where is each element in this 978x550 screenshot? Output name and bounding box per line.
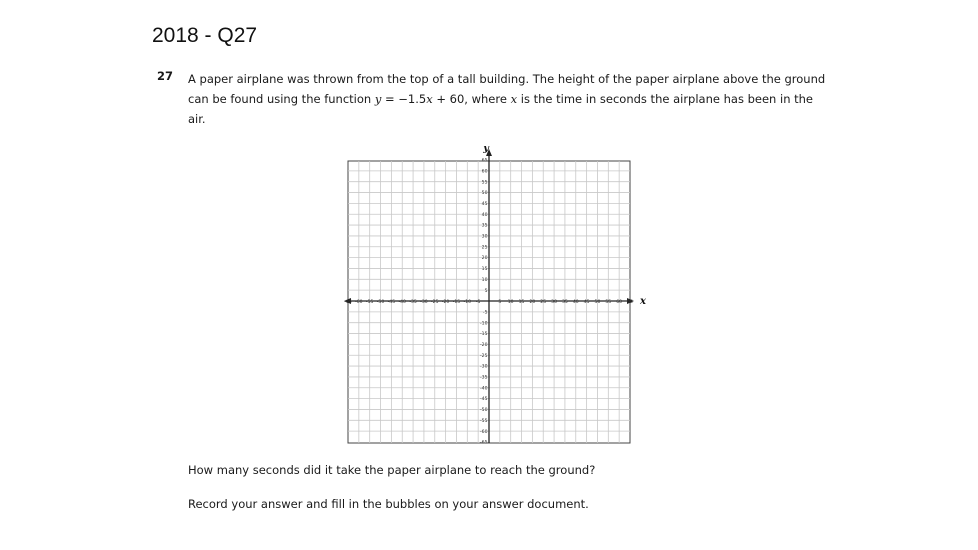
y-tick-label: -65 (479, 440, 488, 446)
y-tick-label: 65 (481, 158, 488, 164)
y-tick-label: 40 (481, 212, 488, 218)
x-tick-label: -30 (420, 300, 428, 305)
x-tick-label: 35 (561, 300, 568, 305)
y-tick-label: -5 (482, 310, 488, 316)
x-tick-label: -20 (441, 300, 450, 305)
x-variable: x (510, 92, 518, 106)
x-tick-label: 45 (583, 300, 590, 305)
y-tick-label: 30 (481, 234, 488, 240)
answer-instruction: Record your answer and fill in the bubbles on your answer document. (188, 497, 589, 511)
x-tick-label: -65 (344, 300, 352, 305)
y-tick-label: 5 (484, 288, 488, 294)
x-axis-label: x (640, 296, 646, 307)
function-eq: = −1.5 (381, 92, 427, 106)
y-tick-label: -55 (479, 418, 488, 424)
x-tick-label: 20 (529, 300, 536, 305)
y-tick-label: -60 (479, 429, 488, 435)
x-tick-label: 30 (551, 300, 558, 305)
y-tick-label: -10 (479, 321, 488, 327)
y-tick-label: 60 (481, 169, 488, 175)
x-tick-label: -55 (365, 300, 374, 305)
x-tick-label: -25 (431, 300, 439, 305)
y-tick-label: -50 (479, 408, 488, 414)
question-text-part2: is the time in seconds the airplane has been in the air. (188, 92, 814, 126)
y-tick-label: 15 (481, 267, 488, 273)
question-text-part1: A paper airplane was thrown from the top of a tall building. The height of the paper airplane above the ground can be found using the function (188, 72, 826, 106)
y-tick-label: -30 (479, 364, 488, 370)
question-prompt: How many seconds did it take the paper airplane to reach the ground? (188, 463, 596, 477)
function-rest: + 60, where (432, 92, 511, 106)
x-tick-label: -15 (452, 300, 461, 305)
y-tick-label: 45 (481, 201, 488, 207)
question-text (188, 69, 828, 129)
y-tick-label: 35 (481, 223, 488, 229)
y-tick-label: 20 (481, 256, 488, 262)
y-axis-label: y (483, 146, 489, 154)
y-tick-label: 10 (481, 277, 488, 283)
x-tick-label: -10 (463, 300, 472, 305)
x-tick-label: -35 (409, 300, 417, 305)
x-tick-label: -60 (355, 300, 363, 305)
function-y-var: y (374, 92, 382, 106)
y-tick-label: 50 (481, 191, 488, 197)
y-tick-label: -25 (479, 353, 488, 359)
function-x-var: x (426, 92, 433, 106)
x-tick-label: 65 (627, 300, 633, 305)
x-tick-label: 50 (594, 300, 601, 305)
slide-title: 2018 - Q27 (152, 24, 258, 47)
y-tick-label: -45 (479, 397, 488, 403)
y-tick-label: -20 (479, 342, 488, 348)
x-tick-label: 40 (572, 300, 579, 305)
x-tick-label: 5 (498, 300, 502, 305)
x-tick-label: -50 (376, 300, 385, 305)
x-tick-label: 15 (518, 300, 525, 305)
x-tick-label: 55 (605, 300, 612, 305)
x-tick-label: 60 (616, 300, 623, 305)
x-tick-label: -45 (387, 300, 396, 305)
y-tick-label: -15 (479, 332, 488, 338)
x-tick-label: 25 (540, 300, 547, 305)
y-tick-label: 55 (481, 180, 488, 186)
x-tick-label: 10 (507, 300, 514, 305)
y-tick-label: -35 (479, 375, 488, 381)
y-tick-label: 25 (481, 245, 488, 251)
question-number: 27 (157, 69, 174, 83)
x-tick-label: -40 (398, 300, 406, 305)
y-tick-label: -40 (479, 386, 488, 392)
x-tick-label: -5 (475, 300, 481, 305)
coordinate-grid-graph (344, 146, 654, 446)
